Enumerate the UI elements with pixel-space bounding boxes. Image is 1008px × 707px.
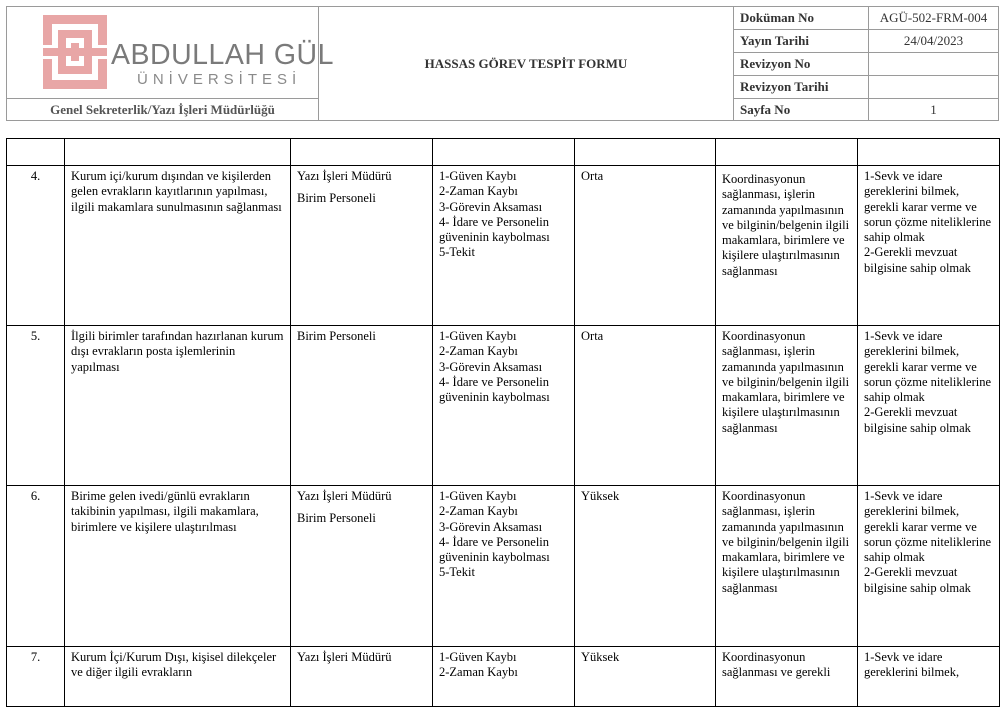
risk-item: 1-Güven Kaybı <box>439 329 517 343</box>
competence-item: 2-Gerekli mevzuat bilgisine sahip olmak <box>864 565 971 595</box>
risk-item: 2-Zaman Kaybı <box>439 184 518 199</box>
header-cell <box>7 139 65 166</box>
risk-item: 3-Görevin Aksaması <box>439 519 543 534</box>
competence-item: 1-Sevk ve idare gereklerini bilmek, gerekli karar verme ve sorun çözme niteliklerine sahip olmak <box>864 169 992 245</box>
unit-name: Genel Sekreterlik/Yazı İşleri Müdürlüğü <box>7 99 319 121</box>
risk-level: Yüksek <box>575 647 716 707</box>
responsible-cell <box>291 486 433 647</box>
competence-item: 2-Gerekli mevzuat bilgisine sahip olmak <box>864 405 971 435</box>
risk-item: 3-Görevin Aksaması <box>439 199 543 214</box>
control-measures: Koordinasyonun sağlanması, işlerin zamanında yapılmasının ve bilginin/belgenin ilgili makamlara, birimlere ve kişilere ulaştırılmasının sağlanması <box>716 326 858 486</box>
competence-cell <box>858 486 1000 647</box>
university-logo-icon <box>43 15 107 89</box>
meta-value <box>869 76 999 99</box>
header-cell <box>433 139 575 166</box>
meta-value: 24/04/2023 <box>869 30 999 53</box>
logo-cell <box>7 7 334 99</box>
risk-item: 1-Güven Kaybı <box>439 169 517 183</box>
control-measures: Koordinasyonun sağlanması, işlerin zamanında yapılmasının ve bilginin/belgenin ilgili makamlara, birimlere ve kişilere ulaştırılmasının sağlanması <box>716 166 858 326</box>
competence-item: 2-Gerekli mevzuat bilgisine sahip olmak <box>864 245 971 275</box>
competence-item: 1-Sevk ve idare gereklerini bilmek, <box>864 650 960 680</box>
task-description: Kurum İçi/Kurum Dışı, kişisel dilekçeler ve diğer ilgili evrakların <box>65 647 291 707</box>
task-description: İlgili birimler tarafından hazırlanan kurum dışı evrakların posta işlemlerinin yapılması <box>65 326 291 486</box>
risk-item: 1-Güven Kaybı <box>439 489 517 503</box>
responsible: Birim Personeli <box>297 191 376 206</box>
meta-label: Yayın Tarihi <box>734 30 869 53</box>
task-description: Kurum içi/kurum dışından ve kişilerden gelen evrakların kayıtlarının yapılması, ilgili makamlara sunulmasının sağlanması <box>65 166 291 326</box>
meta-value: 1 <box>869 99 999 121</box>
risk-level: Orta <box>575 166 716 326</box>
responsible-cell <box>291 326 433 486</box>
table-row <box>7 326 1000 486</box>
responsible: Yazı İşleri Müdürü <box>297 489 392 503</box>
responsible: Yazı İşleri Müdürü <box>297 169 392 183</box>
sensitive-tasks-table <box>6 138 1000 707</box>
university-name: ABDULLAH GÜL <box>111 39 334 71</box>
risks-cell <box>433 166 575 326</box>
risk-item: 2-Zaman Kaybı <box>439 665 518 680</box>
competence-cell <box>858 326 1000 486</box>
header-cell <box>291 139 433 166</box>
risk-item: 5-Tekit <box>439 245 475 260</box>
header-cell <box>858 139 1000 166</box>
risk-item: 4- İdare ve Personelin güveninin kaybolması <box>439 214 550 245</box>
risks-cell <box>433 486 575 647</box>
meta-value <box>869 53 999 76</box>
risk-item: 3-Görevin Aksaması <box>439 359 543 374</box>
meta-label: Doküman No <box>734 7 869 30</box>
competence-cell <box>858 166 1000 326</box>
document-header <box>6 6 999 121</box>
meta-label: Revizyon Tarihi <box>734 76 869 99</box>
table-row <box>7 647 1000 707</box>
risk-item: 4- İdare ve Personelin güveninin kaybolması <box>439 374 550 405</box>
table-row <box>7 166 1000 326</box>
risk-item: 4- İdare ve Personelin güveninin kaybolması <box>439 534 550 565</box>
responsible-cell <box>291 647 433 707</box>
form-title: HASSAS GÖREV TESPİT FORMU <box>319 7 734 121</box>
table-row <box>7 486 1000 647</box>
header-cell <box>575 139 716 166</box>
competence-item: 1-Sevk ve idare gereklerini bilmek, gerekli karar verme ve sorun çözme niteliklerine sahip olmak <box>864 329 992 405</box>
risk-level: Orta <box>575 326 716 486</box>
risk-item: 1-Güven Kaybı <box>439 650 517 664</box>
risk-item: 5-Tekit <box>439 565 475 580</box>
row-number: 5. <box>7 326 65 486</box>
risks-cell <box>433 326 575 486</box>
row-number: 7. <box>7 647 65 707</box>
responsible: Birim Personeli <box>297 329 376 343</box>
control-measures: Koordinasyonun sağlanması ve gerekli <box>716 647 858 707</box>
meta-label: Revizyon No <box>734 53 869 76</box>
header-cell <box>716 139 858 166</box>
responsible-cell <box>291 166 433 326</box>
university-subtitle: ÜNİVERSİTESİ <box>137 71 302 88</box>
control-measures: Koordinasyonun sağlanması, işlerin zamanında yapılmasının ve bilginin/belgenin ilgili makamlara, birimlere ve kişilere ulaştırılmasının sağlanması <box>716 486 858 647</box>
meta-value: AGÜ-502-FRM-004 <box>869 7 999 30</box>
competence-item: 1-Sevk ve idare gereklerini bilmek, gerekli karar verme ve sorun çözme niteliklerine sahip olmak <box>864 489 992 565</box>
row-number: 4. <box>7 166 65 326</box>
responsible: Yazı İşleri Müdürü <box>297 650 392 664</box>
table-header-row <box>7 139 1000 166</box>
responsible: Birim Personeli <box>297 511 376 526</box>
row-number: 6. <box>7 486 65 647</box>
meta-label: Sayfa No <box>734 99 869 121</box>
header-cell <box>65 139 291 166</box>
risk-item: 2-Zaman Kaybı <box>439 504 518 519</box>
risks-cell <box>433 647 575 707</box>
task-description: Birime gelen ivedi/günlü evrakların takibinin yapılması, ilgili makamlara, birimlere ve kişilere ulaştırılması <box>65 486 291 647</box>
competence-cell <box>858 647 1000 707</box>
risk-item: 2-Zaman Kaybı <box>439 344 518 359</box>
risk-level: Yüksek <box>575 486 716 647</box>
